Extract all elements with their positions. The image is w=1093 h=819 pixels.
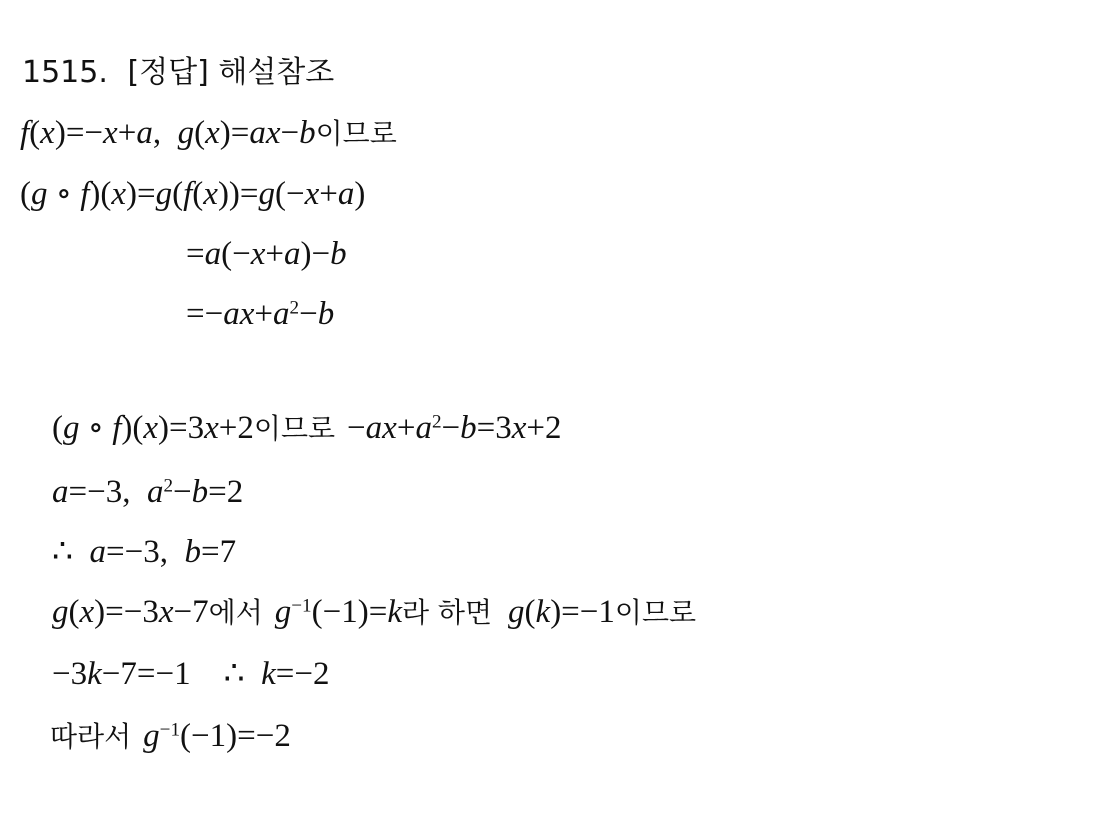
- math-expression: (g ∘ f)(x)=3x+2: [52, 410, 254, 446]
- math-expression: $g^{-1}(-1)=-2$: [143, 718, 291, 754]
- math-expression: $g^{-1}(-1)=k$: [274, 594, 402, 630]
- math-expression: $-ax+a^2-b=3x+2$: [347, 410, 562, 446]
- solution-line-5: [52, 412, 562, 445]
- korean-text: 따라서: [50, 720, 132, 753]
- solution-line-10: [50, 720, 291, 753]
- solution-line-9: −3k−7=−1 ∴ k=−2: [52, 656, 330, 692]
- solution-line-2: (g ∘ f)(x)=g(f(x))=g(−x+a): [20, 176, 366, 212]
- solution-line-8: [52, 596, 696, 629]
- solution-line-4: $=-ax+a^2-b$: [186, 296, 335, 332]
- math-expression: g(x)=−3x−7: [52, 594, 209, 630]
- korean-text: 이므로: [253, 412, 336, 445]
- math-expression: g(k)=−1: [508, 594, 615, 630]
- korean-text: 이므로: [614, 596, 697, 629]
- korean-text: 이므로: [315, 117, 397, 150]
- solution-line-3: =a(−x+a)−b: [186, 236, 347, 272]
- solution-line-7: ∴ a=−3, b=7: [52, 534, 237, 570]
- answer-label: [정답] 해설참조: [127, 55, 335, 90]
- solution-line-6: a=−3, $a^2-b=2$: [52, 474, 244, 510]
- solution-line-1: [20, 117, 397, 150]
- korean-text: 에서: [208, 596, 263, 629]
- math-expression: f(x)=−x+a, g(x)=ax−b: [20, 115, 316, 151]
- problem-header: [22, 55, 335, 90]
- problem-number: 1515.: [22, 55, 108, 90]
- korean-text: 라 하면: [401, 596, 493, 629]
